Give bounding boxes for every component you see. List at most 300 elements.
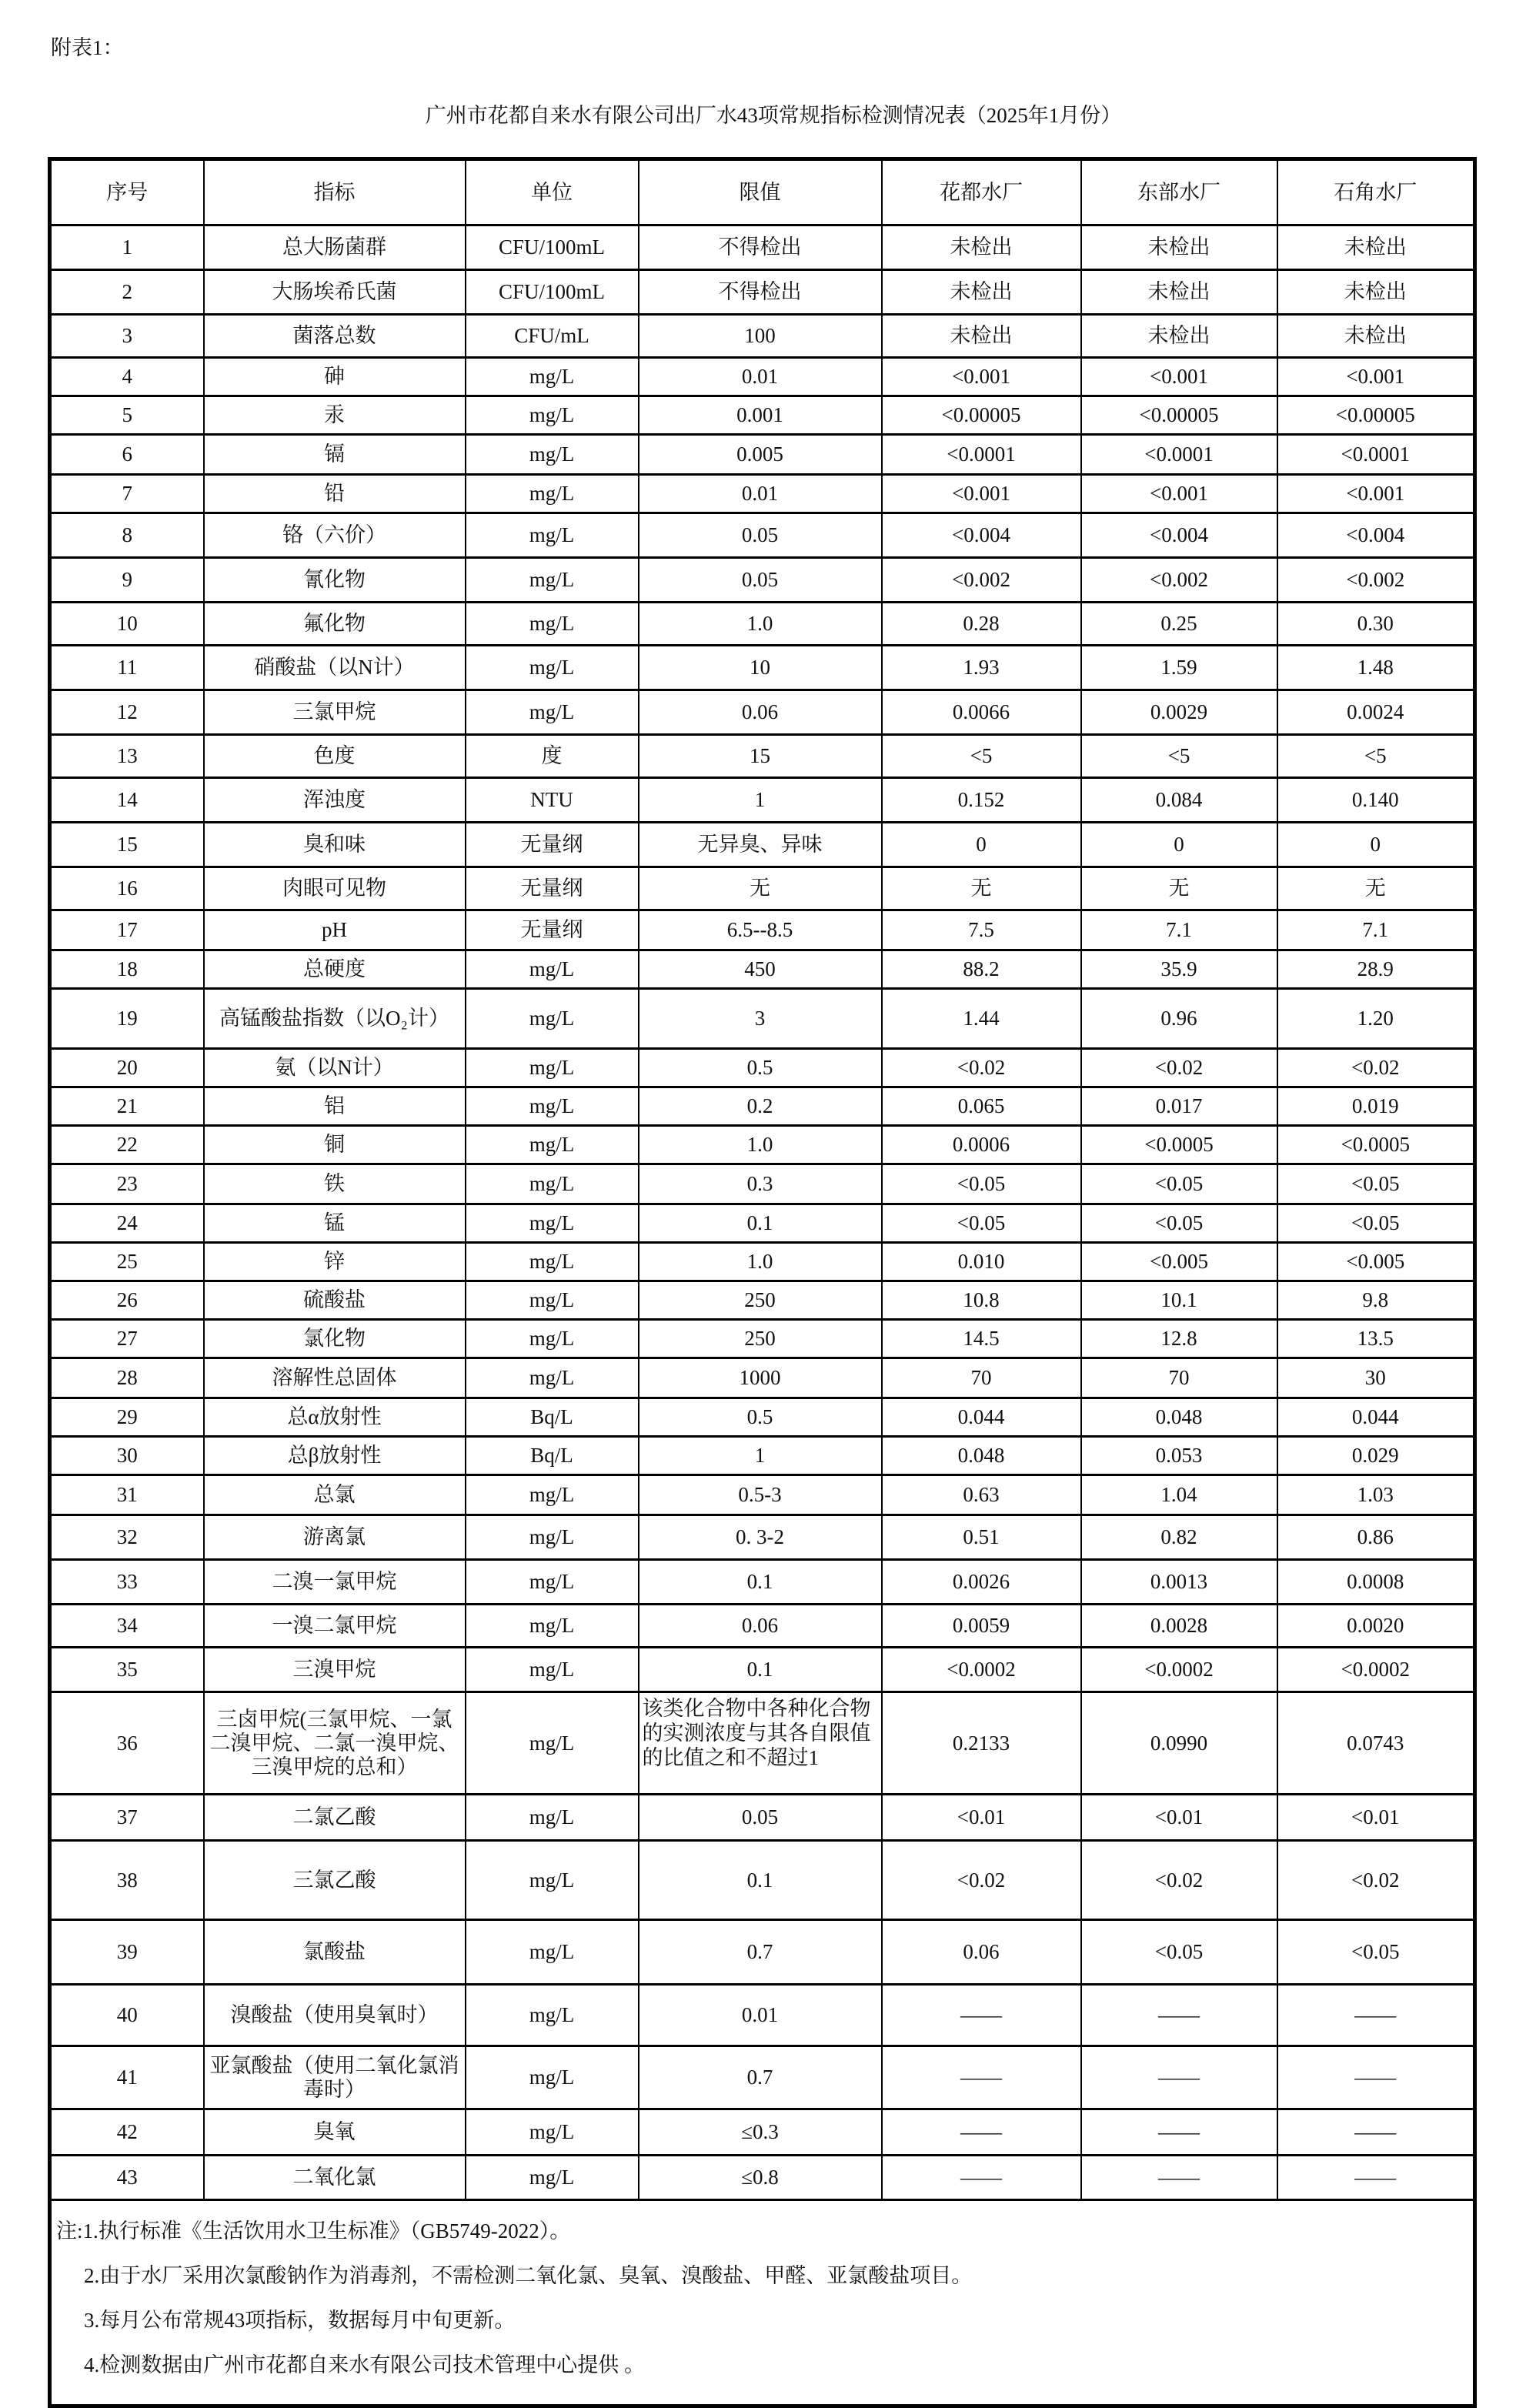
- cell-unit: mg/L: [466, 513, 639, 558]
- table-row: [50, 735, 1475, 778]
- cell-dongbu-plant: ——: [1081, 2046, 1277, 2109]
- cell-limit: 0.005: [639, 435, 882, 475]
- table-row: [50, 690, 1475, 735]
- cell-indicator: 铝: [204, 1087, 466, 1126]
- cell-limit: 1: [639, 1437, 882, 1475]
- cell-huadu-plant: <0.01: [882, 1795, 1081, 1841]
- cell-indicator: 锰: [204, 1204, 466, 1243]
- cell-row-number: 6: [50, 435, 204, 475]
- cell-indicator: 氟化物: [204, 603, 466, 646]
- cell-row-number: 25: [50, 1243, 204, 1281]
- cell-unit: CFU/100mL: [466, 225, 639, 270]
- cell-indicator: 一溴二氯甲烷: [204, 1605, 466, 1648]
- cell-huadu-plant: 0.010: [882, 1243, 1081, 1281]
- water-quality-table: [48, 157, 1477, 2408]
- cell-unit: mg/L: [466, 1243, 639, 1281]
- table-row: [50, 1475, 1475, 1515]
- table-row: [50, 1243, 1475, 1281]
- cell-huadu-plant: 88.2: [882, 950, 1081, 989]
- cell-dongbu-plant: 7.1: [1081, 910, 1277, 950]
- cell-dongbu-plant: <0.0005: [1081, 1126, 1277, 1164]
- cell-unit: mg/L: [466, 435, 639, 475]
- cell-row-number: 43: [50, 2156, 204, 2200]
- cell-unit: mg/L: [466, 1841, 639, 1920]
- cell-shijiao-plant: 0: [1277, 823, 1475, 867]
- cell-unit: Bq/L: [466, 1437, 639, 1475]
- cell-unit: mg/L: [466, 1920, 639, 1985]
- cell-shijiao-plant: <0.01: [1277, 1795, 1475, 1841]
- cell-indicator: 氯化物: [204, 1320, 466, 1358]
- cell-row-number: 8: [50, 513, 204, 558]
- cell-dongbu-plant: 0.084: [1081, 778, 1277, 823]
- table-row: [50, 358, 1475, 396]
- cell-unit: mg/L: [466, 1475, 639, 1515]
- cell-shijiao-plant: 0.86: [1277, 1515, 1475, 1560]
- column-header-limit: 限值: [639, 159, 882, 225]
- cell-unit: NTU: [466, 778, 639, 823]
- cell-limit: 1.0: [639, 1126, 882, 1164]
- cell-dongbu-plant: <0.002: [1081, 558, 1277, 603]
- cell-indicator: 总硬度: [204, 950, 466, 989]
- cell-huadu-plant: ——: [882, 2156, 1081, 2200]
- cell-limit: 1.0: [639, 1243, 882, 1281]
- cell-indicator: 二氯乙酸: [204, 1795, 466, 1841]
- column-header-huadu-plant: 花都水厂: [882, 159, 1081, 225]
- cell-indicator: 硝酸盐（以N计）: [204, 646, 466, 690]
- cell-huadu-plant: 0.065: [882, 1087, 1081, 1126]
- cell-row-number: 2: [50, 270, 204, 315]
- table-row: [50, 558, 1475, 603]
- cell-huadu-plant: <0.05: [882, 1204, 1081, 1243]
- cell-limit: 0.5: [639, 1398, 882, 1437]
- table-row: [50, 989, 1475, 1049]
- cell-dongbu-plant: <0.001: [1081, 475, 1277, 513]
- cell-shijiao-plant: 30: [1277, 1358, 1475, 1398]
- table-row: [50, 1358, 1475, 1398]
- cell-indicator: 硫酸盐: [204, 1281, 466, 1320]
- cell-shijiao-plant: <0.004: [1277, 513, 1475, 558]
- cell-dongbu-plant: 70: [1081, 1358, 1277, 1398]
- cell-huadu-plant: 0.06: [882, 1920, 1081, 1985]
- cell-limit: 1: [639, 778, 882, 823]
- cell-shijiao-plant: ——: [1277, 2046, 1475, 2109]
- table-row: [50, 910, 1475, 950]
- table-row: [50, 225, 1475, 270]
- cell-shijiao-plant: <0.002: [1277, 558, 1475, 603]
- table-row: [50, 823, 1475, 867]
- cell-row-number: 33: [50, 1560, 204, 1605]
- cell-shijiao-plant: 0.140: [1277, 778, 1475, 823]
- cell-huadu-plant: 0.0006: [882, 1126, 1081, 1164]
- cell-shijiao-plant: <5: [1277, 735, 1475, 778]
- cell-shijiao-plant: 0.029: [1277, 1437, 1475, 1475]
- cell-shijiao-plant: <0.00005: [1277, 396, 1475, 435]
- cell-limit: 1000: [639, 1358, 882, 1398]
- cell-dongbu-plant: <0.01: [1081, 1795, 1277, 1841]
- cell-limit: 6.5--8.5: [639, 910, 882, 950]
- cell-shijiao-plant: 7.1: [1277, 910, 1475, 950]
- cell-unit: mg/L: [466, 1985, 639, 2046]
- cell-shijiao-plant: 0.019: [1277, 1087, 1475, 1126]
- cell-indicator: 三溴甲烷: [204, 1648, 466, 1692]
- cell-huadu-plant: 0.51: [882, 1515, 1081, 1560]
- cell-limit: 0.7: [639, 2046, 882, 2109]
- cell-row-number: 27: [50, 1320, 204, 1358]
- cell-row-number: 30: [50, 1437, 204, 1475]
- cell-indicator: 浑浊度: [204, 778, 466, 823]
- cell-shijiao-plant: <0.0001: [1277, 435, 1475, 475]
- cell-limit: 10: [639, 646, 882, 690]
- cell-shijiao-plant: 未检出: [1277, 225, 1475, 270]
- cell-limit: 0.1: [639, 1841, 882, 1920]
- cell-unit: mg/L: [466, 1164, 639, 1204]
- cell-indicator: 铁: [204, 1164, 466, 1204]
- table-row: [50, 1281, 1475, 1320]
- cell-dongbu-plant: <0.02: [1081, 1841, 1277, 1920]
- cell-limit: 3: [639, 989, 882, 1049]
- cell-dongbu-plant: <0.0002: [1081, 1648, 1277, 1692]
- cell-unit: mg/L: [466, 1605, 639, 1648]
- page-title: 广州市花都自来水有限公司出厂水43项常规指标检测情况表（2025年1月份）: [425, 104, 1122, 127]
- cell-huadu-plant: 未检出: [882, 315, 1081, 358]
- cell-unit: mg/L: [466, 396, 639, 435]
- cell-huadu-plant: 0: [882, 823, 1081, 867]
- cell-dongbu-plant: 0.25: [1081, 603, 1277, 646]
- table-row: [50, 1841, 1475, 1920]
- cell-indicator: 溴酸盐（使用臭氧时）: [204, 1985, 466, 2046]
- cell-shijiao-plant: <0.001: [1277, 358, 1475, 396]
- cell-unit: mg/L: [466, 358, 639, 396]
- cell-shijiao-plant: 13.5: [1277, 1320, 1475, 1358]
- cell-dongbu-plant: 无: [1081, 867, 1277, 910]
- cell-indicator: 氰化物: [204, 558, 466, 603]
- cell-row-number: 41: [50, 2046, 204, 2109]
- cell-limit: 无异臭、异味: [639, 823, 882, 867]
- table-row: [50, 1920, 1475, 1985]
- cell-limit: 0.5-3: [639, 1475, 882, 1515]
- cell-limit: 0.05: [639, 513, 882, 558]
- table-row: [50, 1437, 1475, 1475]
- cell-limit: 0.01: [639, 475, 882, 513]
- note-1: 注:1.执行标准《生活饮用水卫生标准》（GB5749-2022）。: [56, 2219, 571, 2243]
- cell-row-number: 26: [50, 1281, 204, 1320]
- table-row: [50, 1605, 1475, 1648]
- cell-row-number: 3: [50, 315, 204, 358]
- cell-shijiao-plant: 1.20: [1277, 989, 1475, 1049]
- cell-row-number: 1: [50, 225, 204, 270]
- cell-indicator: 铬（六价）: [204, 513, 466, 558]
- cell-dongbu-plant: 1.04: [1081, 1475, 1277, 1515]
- cell-dongbu-plant: 0.0028: [1081, 1605, 1277, 1648]
- cell-indicator: 三卤甲烷(三氯甲烷、一氯二溴甲烷、二氯一溴甲烷、三溴甲烷的总和）: [204, 1692, 466, 1795]
- cell-indicator: 总β放射性: [204, 1437, 466, 1475]
- cell-limit: 0.001: [639, 396, 882, 435]
- column-header-indicator: 指标: [204, 159, 466, 225]
- cell-indicator: 臭和味: [204, 823, 466, 867]
- cell-row-number: 32: [50, 1515, 204, 1560]
- cell-huadu-plant: <0.004: [882, 513, 1081, 558]
- table-row: [50, 2046, 1475, 2109]
- cell-unit: mg/L: [466, 1515, 639, 1560]
- cell-indicator: 砷: [204, 358, 466, 396]
- cell-limit: 450: [639, 950, 882, 989]
- cell-unit: 无量纲: [466, 823, 639, 867]
- table-row: [50, 435, 1475, 475]
- cell-shijiao-plant: <0.05: [1277, 1204, 1475, 1243]
- cell-limit: 250: [639, 1320, 882, 1358]
- cell-indicator: 三氯乙酸: [204, 1841, 466, 1920]
- cell-unit: mg/L: [466, 690, 639, 735]
- cell-shijiao-plant: <0.05: [1277, 1920, 1475, 1985]
- cell-limit: 1.0: [639, 603, 882, 646]
- cell-row-number: 29: [50, 1398, 204, 1437]
- cell-huadu-plant: <5: [882, 735, 1081, 778]
- cell-shijiao-plant: <0.02: [1277, 1841, 1475, 1920]
- cell-limit: 0.2: [639, 1087, 882, 1126]
- cell-dongbu-plant: 未检出: [1081, 270, 1277, 315]
- cell-limit: 该类化合物中各种化合物的实测浓度与其各自限值的比值之和不超过1: [639, 1692, 882, 1795]
- table-row: [50, 646, 1475, 690]
- cell-row-number: 39: [50, 1920, 204, 1985]
- cell-dongbu-plant: <0.001: [1081, 358, 1277, 396]
- cell-row-number: 31: [50, 1475, 204, 1515]
- table-row: [50, 513, 1475, 558]
- cell-shijiao-plant: <0.0002: [1277, 1648, 1475, 1692]
- cell-dongbu-plant: 0: [1081, 823, 1277, 867]
- cell-shijiao-plant: 1.03: [1277, 1475, 1475, 1515]
- cell-indicator: 氯酸盐: [204, 1920, 466, 1985]
- cell-huadu-plant: 70: [882, 1358, 1081, 1398]
- cell-dongbu-plant: 0.82: [1081, 1515, 1277, 1560]
- cell-dongbu-plant: 35.9: [1081, 950, 1277, 989]
- table-row: [50, 1560, 1475, 1605]
- cell-indicator: 菌落总数: [204, 315, 466, 358]
- cell-row-number: 10: [50, 603, 204, 646]
- cell-unit: mg/L: [466, 1358, 639, 1398]
- cell-unit: mg/L: [466, 646, 639, 690]
- cell-row-number: 11: [50, 646, 204, 690]
- cell-dongbu-plant: <0.0001: [1081, 435, 1277, 475]
- cell-dongbu-plant: <0.05: [1081, 1920, 1277, 1985]
- cell-huadu-plant: 0.0066: [882, 690, 1081, 735]
- cell-unit: 无量纲: [466, 910, 639, 950]
- cell-unit: mg/L: [466, 2046, 639, 2109]
- table-row: [50, 1795, 1475, 1841]
- cell-limit: 不得检出: [639, 225, 882, 270]
- cell-indicator: 大肠埃希氏菌: [204, 270, 466, 315]
- cell-unit: mg/L: [466, 1692, 639, 1795]
- table-row: [50, 1164, 1475, 1204]
- table-row: [50, 867, 1475, 910]
- cell-huadu-plant: 未检出: [882, 270, 1081, 315]
- cell-indicator: 氨（以N计）: [204, 1049, 466, 1087]
- cell-unit: Bq/L: [466, 1398, 639, 1437]
- cell-indicator: 高锰酸盐指数（以O₂计）: [204, 989, 466, 1049]
- cell-row-number: 15: [50, 823, 204, 867]
- cell-row-number: 28: [50, 1358, 204, 1398]
- cell-row-number: 12: [50, 690, 204, 735]
- cell-huadu-plant: 14.5: [882, 1320, 1081, 1358]
- cell-shijiao-plant: <0.0005: [1277, 1126, 1475, 1164]
- cell-limit: 不得检出: [639, 270, 882, 315]
- note-3: 3.每月公布常规43项指标，数据每月中旬更新。: [84, 2309, 516, 2332]
- cell-shijiao-plant: ——: [1277, 1985, 1475, 2046]
- cell-unit: 度: [466, 735, 639, 778]
- cell-dongbu-plant: <0.005: [1081, 1243, 1277, 1281]
- cell-limit: 250: [639, 1281, 882, 1320]
- table-row: [50, 950, 1475, 989]
- cell-dongbu-plant: ——: [1081, 2156, 1277, 2200]
- cell-row-number: 22: [50, 1126, 204, 1164]
- cell-dongbu-plant: 0.0013: [1081, 1560, 1277, 1605]
- table-row: [50, 603, 1475, 646]
- cell-huadu-plant: ——: [882, 1985, 1081, 2046]
- cell-row-number: 42: [50, 2109, 204, 2156]
- cell-indicator: 总α放射性: [204, 1398, 466, 1437]
- appendix-label: 附表1：: [51, 36, 124, 59]
- table-row: [50, 1126, 1475, 1164]
- cell-huadu-plant: <0.0001: [882, 435, 1081, 475]
- cell-limit: 0.01: [639, 358, 882, 396]
- cell-row-number: 7: [50, 475, 204, 513]
- table-row: [50, 1398, 1475, 1437]
- cell-limit: 0.01: [639, 1985, 882, 2046]
- cell-indicator: 二氧化氯: [204, 2156, 466, 2200]
- cell-limit: 0.06: [639, 1605, 882, 1648]
- notes: [50, 2200, 1475, 2406]
- cell-unit: mg/L: [466, 2156, 639, 2200]
- cell-unit: mg/L: [466, 1281, 639, 1320]
- table-row: [50, 1648, 1475, 1692]
- table-row: [50, 315, 1475, 358]
- cell-limit: 0.1: [639, 1204, 882, 1243]
- cell-row-number: 40: [50, 1985, 204, 2046]
- notes-row: [50, 2200, 1475, 2406]
- cell-huadu-plant: 0.0026: [882, 1560, 1081, 1605]
- cell-indicator: 三氯甲烷: [204, 690, 466, 735]
- cell-limit: 0.1: [639, 1648, 882, 1692]
- cell-huadu-plant: <0.002: [882, 558, 1081, 603]
- cell-shijiao-plant: 未检出: [1277, 315, 1475, 358]
- cell-dongbu-plant: 0.017: [1081, 1087, 1277, 1126]
- cell-unit: mg/L: [466, 1049, 639, 1087]
- column-header-row-number: 序号: [50, 159, 204, 225]
- cell-dongbu-plant: 0.96: [1081, 989, 1277, 1049]
- cell-huadu-plant: 0.63: [882, 1475, 1081, 1515]
- cell-unit: mg/L: [466, 603, 639, 646]
- cell-shijiao-plant: ——: [1277, 2109, 1475, 2156]
- cell-row-number: 34: [50, 1605, 204, 1648]
- table-row: [50, 396, 1475, 435]
- cell-indicator: 汞: [204, 396, 466, 435]
- table-row: [50, 1515, 1475, 1560]
- table-row: [50, 1204, 1475, 1243]
- column-header-shijiao-plant: 石角水厂: [1277, 159, 1475, 225]
- cell-huadu-plant: 0.2133: [882, 1692, 1081, 1795]
- cell-huadu-plant: 0.048: [882, 1437, 1081, 1475]
- cell-huadu-plant: <0.001: [882, 475, 1081, 513]
- note-2: 2.由于水厂采用次氯酸钠作为消毒剂，不需检测二氧化氯、臭氧、溴酸盐、甲醛、亚氯酸盐项目。: [84, 2264, 973, 2287]
- cell-huadu-plant: 7.5: [882, 910, 1081, 950]
- cell-limit: 0. 3-2: [639, 1515, 882, 1560]
- cell-huadu-plant: 10.8: [882, 1281, 1081, 1320]
- cell-indicator: 色度: [204, 735, 466, 778]
- cell-dongbu-plant: 未检出: [1081, 225, 1277, 270]
- cell-shijiao-plant: <0.05: [1277, 1164, 1475, 1204]
- cell-row-number: 20: [50, 1049, 204, 1087]
- cell-limit: 0.05: [639, 1795, 882, 1841]
- cell-huadu-plant: ——: [882, 2046, 1081, 2109]
- cell-row-number: 14: [50, 778, 204, 823]
- cell-row-number: 23: [50, 1164, 204, 1204]
- cell-huadu-plant: 0.044: [882, 1398, 1081, 1437]
- cell-huadu-plant: ——: [882, 2109, 1081, 2156]
- cell-shijiao-plant: ——: [1277, 2156, 1475, 2200]
- cell-shijiao-plant: 0.0743: [1277, 1692, 1475, 1795]
- cell-limit: 0.06: [639, 690, 882, 735]
- cell-shijiao-plant: <0.005: [1277, 1243, 1475, 1281]
- table-row: [50, 2156, 1475, 2200]
- column-header-dongbu-plant: 东部水厂: [1081, 159, 1277, 225]
- cell-limit: 0.1: [639, 1560, 882, 1605]
- cell-dongbu-plant: <0.05: [1081, 1164, 1277, 1204]
- cell-huadu-plant: 未检出: [882, 225, 1081, 270]
- cell-limit: 100: [639, 315, 882, 358]
- cell-shijiao-plant: 9.8: [1277, 1281, 1475, 1320]
- cell-unit: mg/L: [466, 1204, 639, 1243]
- cell-shijiao-plant: 0.044: [1277, 1398, 1475, 1437]
- cell-unit: mg/L: [466, 2109, 639, 2156]
- cell-dongbu-plant: <0.05: [1081, 1204, 1277, 1243]
- cell-unit: mg/L: [466, 1560, 639, 1605]
- cell-huadu-plant: <0.02: [882, 1841, 1081, 1920]
- cell-shijiao-plant: 1.48: [1277, 646, 1475, 690]
- cell-unit: mg/L: [466, 1795, 639, 1841]
- cell-dongbu-plant: <5: [1081, 735, 1277, 778]
- cell-limit: 无: [639, 867, 882, 910]
- cell-row-number: 16: [50, 867, 204, 910]
- cell-row-number: 13: [50, 735, 204, 778]
- cell-dongbu-plant: 0.048: [1081, 1398, 1277, 1437]
- cell-dongbu-plant: 1.59: [1081, 646, 1277, 690]
- cell-row-number: 21: [50, 1087, 204, 1126]
- cell-indicator: 镉: [204, 435, 466, 475]
- cell-indicator: 游离氯: [204, 1515, 466, 1560]
- cell-indicator: 二溴一氯甲烷: [204, 1560, 466, 1605]
- cell-huadu-plant: <0.05: [882, 1164, 1081, 1204]
- cell-indicator: 总大肠菌群: [204, 225, 466, 270]
- column-header-unit: 单位: [466, 159, 639, 225]
- cell-indicator: pH: [204, 910, 466, 950]
- cell-indicator: 亚氯酸盐（使用二氧化氯消毒时）: [204, 2046, 466, 2109]
- cell-unit: mg/L: [466, 1320, 639, 1358]
- cell-huadu-plant: <0.00005: [882, 396, 1081, 435]
- table-row: [50, 1692, 1475, 1795]
- cell-unit: 无量纲: [466, 867, 639, 910]
- header-row: [50, 159, 1475, 225]
- cell-huadu-plant: 无: [882, 867, 1081, 910]
- cell-limit: ≤0.3: [639, 2109, 882, 2156]
- cell-indicator: 臭氧: [204, 2109, 466, 2156]
- cell-shijiao-plant: 0.0020: [1277, 1605, 1475, 1648]
- cell-dongbu-plant: <0.004: [1081, 513, 1277, 558]
- cell-dongbu-plant: 12.8: [1081, 1320, 1277, 1358]
- cell-unit: mg/L: [466, 1087, 639, 1126]
- cell-huadu-plant: <0.001: [882, 358, 1081, 396]
- cell-limit: 15: [639, 735, 882, 778]
- cell-indicator: 肉眼可见物: [204, 867, 466, 910]
- cell-huadu-plant: 0.152: [882, 778, 1081, 823]
